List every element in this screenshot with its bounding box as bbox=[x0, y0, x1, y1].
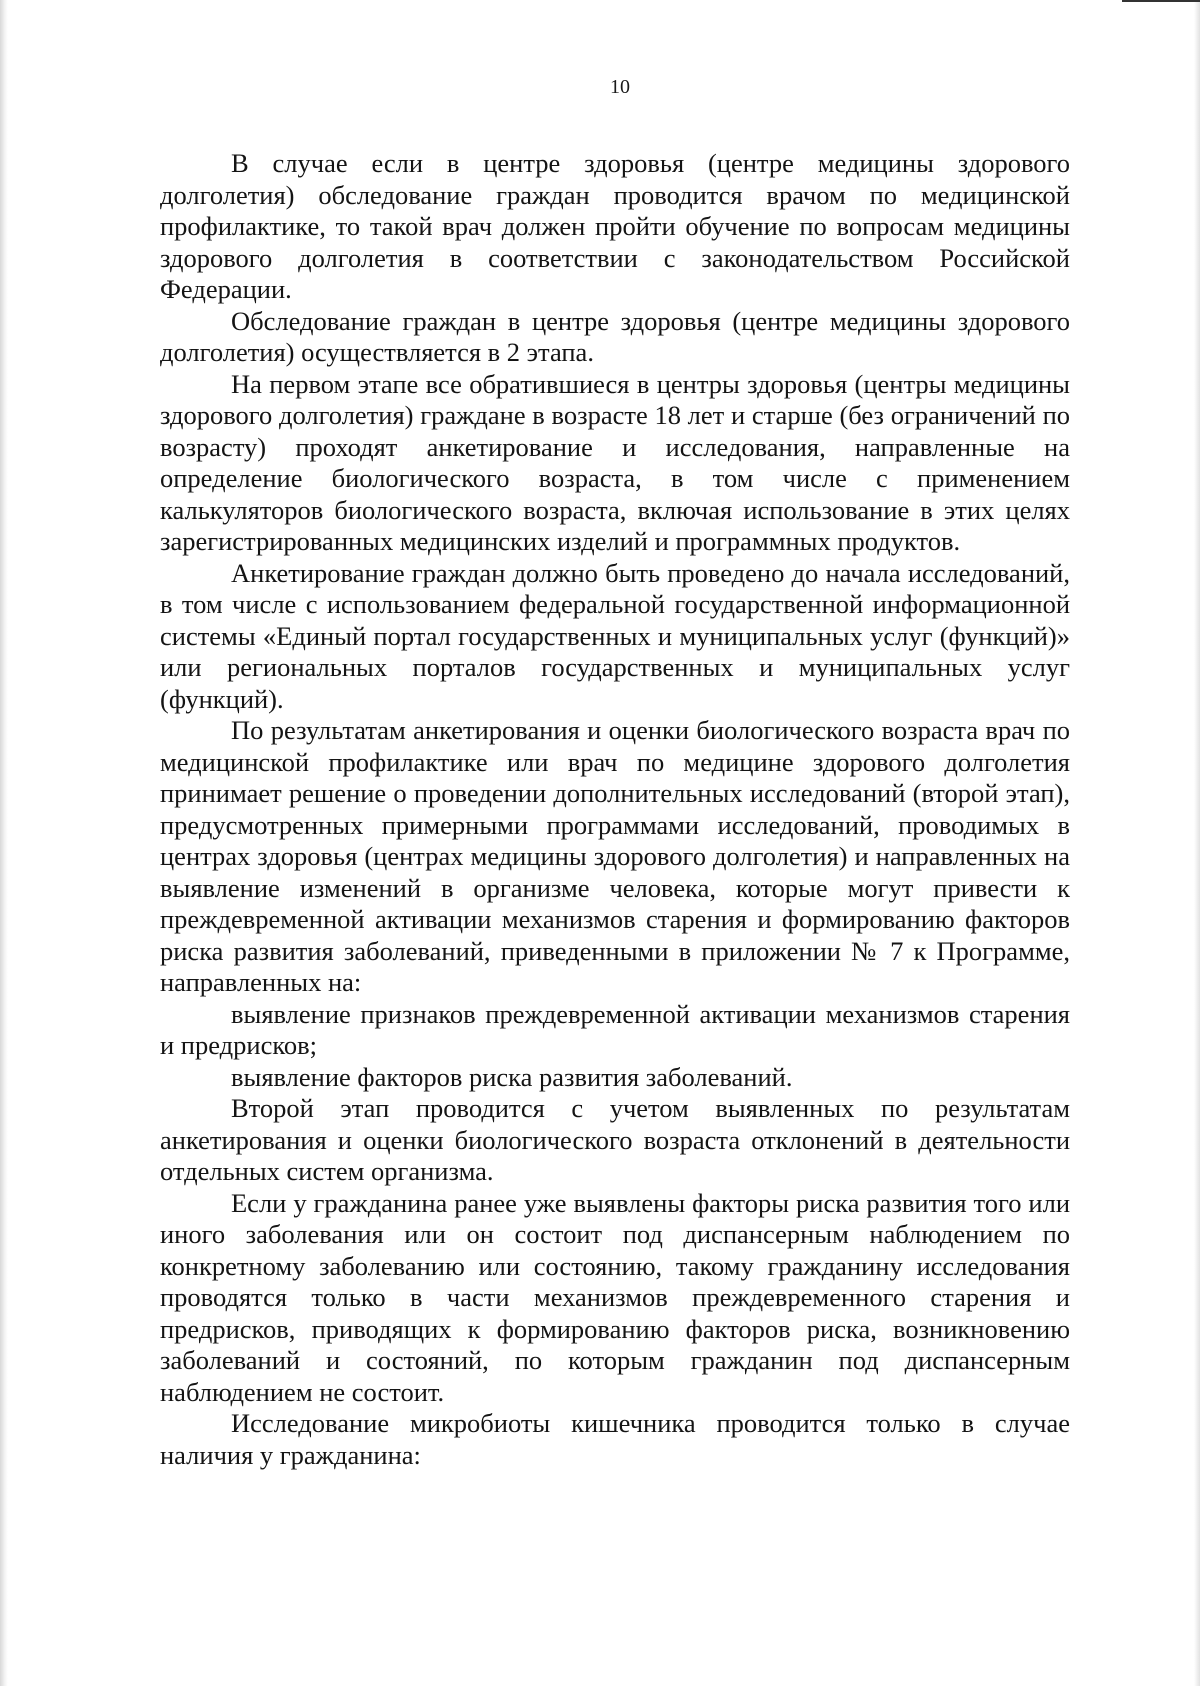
paragraph: Исследование микробиоты кишечника проводится только в случае наличия у гражданина: bbox=[160, 1408, 1070, 1470]
paragraph: выявление факторов риска развития заболеваний. bbox=[231, 1061, 793, 1092]
paragraph: Второй этап проводится с учетом выявленных по результатам анкетирования и оценки биологического возраста отклонений в деятельности отдельных систем организма. bbox=[160, 1093, 1070, 1186]
paragraph: По результатам анкетирования и оценки биологического возраста врач по медицинской профилактике или врач по медицине здорового долголетия принимает решение о проведении дополнительных исследований (второй этап), предусмотренных примерными программами исследований, проводимых в центрах здоровья (центрах медицины здорового долголетия) и направленных на выявление изменений в организме человека, которые могут привести к преждевременной активации механизмов старения и формированию факторов риска развития заболеваний, приведенными в приложении № 7 к Программе, направленных на: bbox=[160, 715, 1070, 997]
paragraph: Если у гражданина ранее уже выявлены факторы риска развития того или иного заболевания или он состоит под диспансерным наблюдением по конкретному заболеванию или состоянию, такому гражданину исследования проводятся только в части механизмов преждевременного старения и предрисков, приводящих к формированию факторов риска, возникновению заболеваний и состояний, по которым гражданин под диспансерным наблюдением не состоит. bbox=[160, 1187, 1070, 1407]
paragraph: В случае если в центре здоровья (центре медицины здорового долголетия) обследование граждан проводится врачом по медицинской профилактике, то такой врач должен пройти обучение по вопросам медицины здорового долголетия в соответствии с законодательством Российской Федерации. bbox=[160, 148, 1070, 304]
scan-edge-left bbox=[0, 0, 8, 1686]
page-number: 10 bbox=[610, 76, 630, 98]
document-body bbox=[160, 148, 1070, 1471]
scan-corner-mark bbox=[1122, 0, 1200, 2]
scan-edge-right bbox=[1194, 0, 1200, 1686]
paragraph: Обследование граждан в центре здоровья (центре медицины здорового долголетия) осуществляется в 2 этапа. bbox=[160, 305, 1070, 367]
paragraph: выявление признаков преждевременной активации механизмов старения и предрисков; bbox=[160, 998, 1070, 1060]
paragraph: На первом этапе все обратившиеся в центры здоровья (центры медицины здорового долголетия) граждане в возрасте 18 лет и старше (без ограничений по возрасту) проходят анкетирование и исследования, направленные на определение биологического возраста, в том числе с применением калькуляторов биологического возраста, включая использование в этих целях зарегистрированных медицинских изделий и программных продуктов. bbox=[160, 368, 1070, 556]
paragraph: Анкетирование граждан должно быть проведено до начала исследований, в том числе с использованием федеральной государственной информационной системы «Единый портал государственных и муниципальных услуг (функций)» или региональных порталов государственных и муниципальных услуг (функций). bbox=[160, 557, 1070, 714]
